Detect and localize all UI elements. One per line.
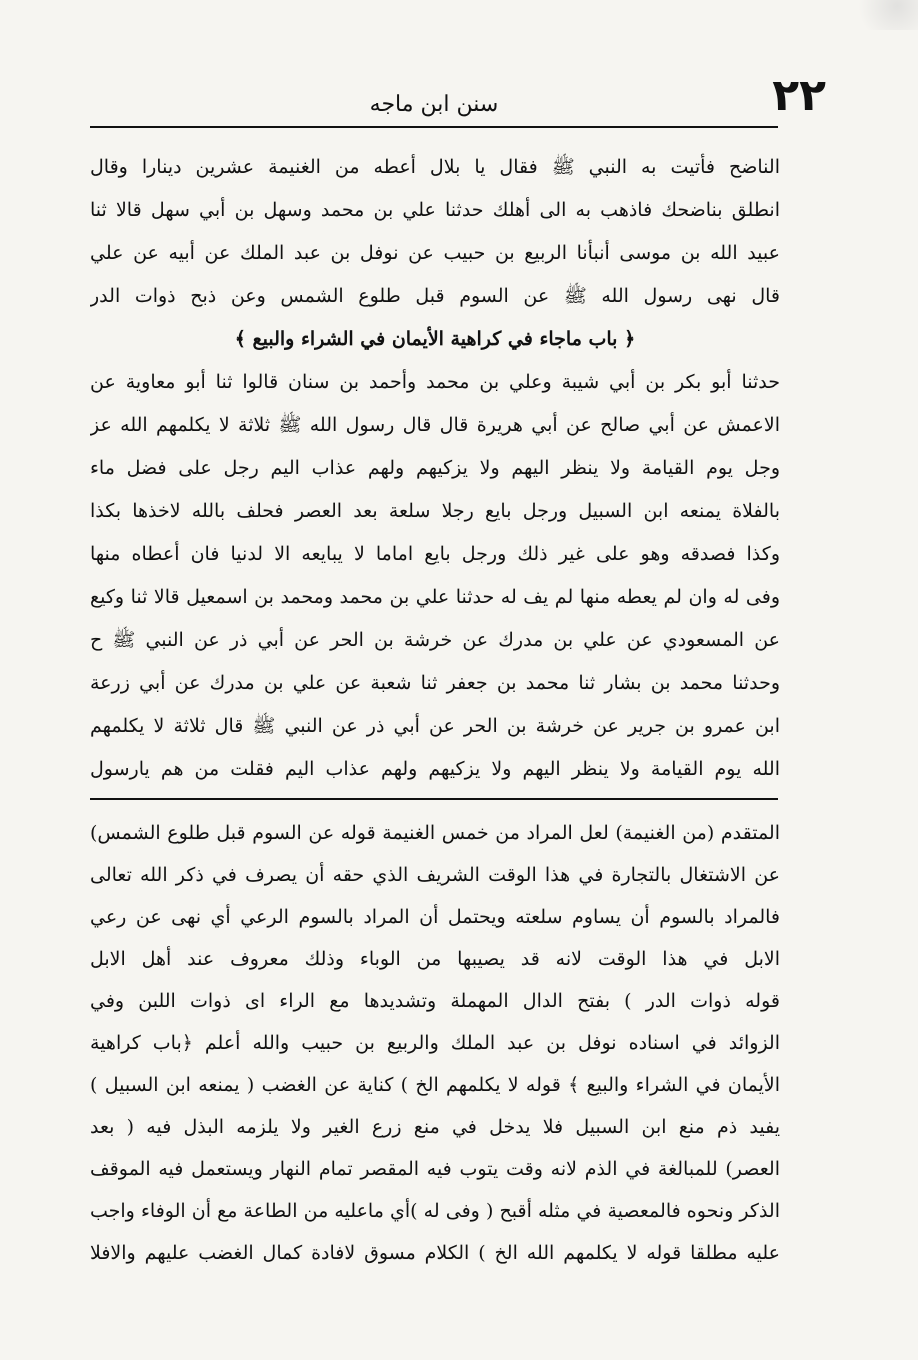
main-line: وجل يوم القيامة ولا ينظر اليهم ولا يزكيهم ولهم عذاب اليم رجل على فضل ماء bbox=[90, 457, 780, 479]
commentary-text bbox=[90, 812, 780, 1274]
note-line: الذكر ونحوه فالمعصية في مثله أقبح ( وفى له )أي ماعليه من الطاعة مع أن الوفاء واجب bbox=[90, 1200, 780, 1222]
main-line: وكذا فصدقه وهو على غير ذلك ورجل بايع اماما لا يبايعه الا لدنيا فان أعطاه منها bbox=[90, 543, 780, 565]
main-line: الاعمش عن أبي صالح عن أبي هريرة قال قال رسول الله ﷺ ثلاثة لا يكلمهم الله عز bbox=[90, 414, 780, 436]
main-text bbox=[90, 146, 780, 791]
page-corner-stain bbox=[848, 0, 918, 30]
footnote-rule bbox=[90, 798, 778, 800]
header-rule bbox=[90, 126, 778, 128]
main-line: وفى له وان لم يعطه منها لم يف له حدثنا علي بن محمد ومحمد بن اسمعيل قالا ثنا وكيع bbox=[90, 586, 780, 608]
main-line: الله يوم القيامة ولا ينظر اليهم ولا يزكيهم ولهم عذاب اليم فقلت من هم يارسول bbox=[90, 758, 780, 780]
note-line: الابل في هذا الوقت لانه قد يصيبها من الوباء وذلك معروف عند أهل الابل bbox=[90, 948, 780, 970]
main-line: ابن عمرو بن جرير عن خرشة بن الحر عن أبي ذر عن النبي ﷺ قال ثلاثة لا يكلمهم bbox=[90, 715, 780, 737]
main-line: الناضح فأتيت به النبي ﷺ فقال يا بلال أعطه من الغنيمة عشرين دينارا وقال bbox=[90, 156, 780, 178]
main-line: وحدثنا محمد بن بشار ثنا محمد بن جعفر ثنا شعبة عن علي بن مدرك عن أبي زرعة bbox=[90, 672, 780, 694]
main-line: قال نهى رسول الله ﷺ عن السوم قبل طلوع الشمس وعن ذبح ذوات الدر bbox=[90, 285, 780, 307]
chapter-heading: ﴿ باب ماجاء في كراهية الأيمان في الشراء والبيع ﴾ bbox=[234, 328, 636, 350]
note-line: فالمراد بالسوم أن يساوم سلعته ويحتمل أن المراد بالسوم الرعي أي نهى عن رعي bbox=[90, 906, 780, 928]
main-line: عبيد الله بن موسى أنبأنا الربيع بن حبيب عن نوفل بن عبد الملك عن أبيه عن علي bbox=[90, 242, 780, 264]
main-line: بالفلاة يمنعه ابن السبيل ورجل بايع رجلا سلعة بعد العصر فحلف بالله لاخذها بكذا bbox=[90, 500, 780, 522]
note-line: الزوائد في اسناده نوفل بن عبد الملك والربيع بن حبيب والله أعلم ﴿باب كراهية bbox=[90, 1032, 780, 1054]
book-title: سنن ابن ماجه bbox=[369, 92, 499, 117]
page-number: ٢٢ bbox=[772, 70, 826, 121]
page-header bbox=[90, 70, 826, 130]
main-line: حدثنا أبو بكر بن أبي شيبة وعلي بن محمد وأحمد بن سنان قالوا ثنا أبو معاوية عن bbox=[90, 371, 780, 393]
note-line: عليه مطلقا قوله لا يكلمهم الله الخ ) الكلام مسوق لافادة كمال الغضب عليهم والافلا bbox=[90, 1242, 780, 1264]
main-line: عن المسعودي عن علي بن مدرك عن خرشة بن الحر عن أبي ذر عن النبي ﷺ ح bbox=[90, 629, 780, 651]
note-line: العصر) للمبالغة في الذم لانه وقت يتوب فيه المقصر تمام النهار ويستعمل فيه الموقف bbox=[90, 1158, 780, 1180]
note-line: الأيمان في الشراء والبيع ﴾ قوله لا يكلمهم الخ ) كناية عن الغضب ( يمنعه ابن السبيل ) bbox=[90, 1074, 780, 1096]
note-line: يفيد ذم منع ابن السبيل فلا يدخل في منع زرع الغير ولا يلزمه البذل فيه ( بعد bbox=[90, 1116, 780, 1138]
note-line: عن الاشتغال بالتجارة في هذا الوقت الشريف الذي حقه أن يصرف في ذكر الله تعالى bbox=[90, 864, 780, 886]
note-line: قوله ذوات الدر ) بفتح الدال المهملة وتشديدها مع الراء اى ذوات اللبن وفي bbox=[90, 990, 780, 1012]
note-line: المتقدم (من الغنيمة) لعل المراد من خمس الغنيمة قوله عن السوم قبل طلوع الشمس) bbox=[90, 822, 780, 844]
main-line: انطلق بناضحك فاذهب به الى أهلك حدثنا علي بن محمد وسهل بن أبي سهل قالا ثنا bbox=[90, 199, 780, 221]
